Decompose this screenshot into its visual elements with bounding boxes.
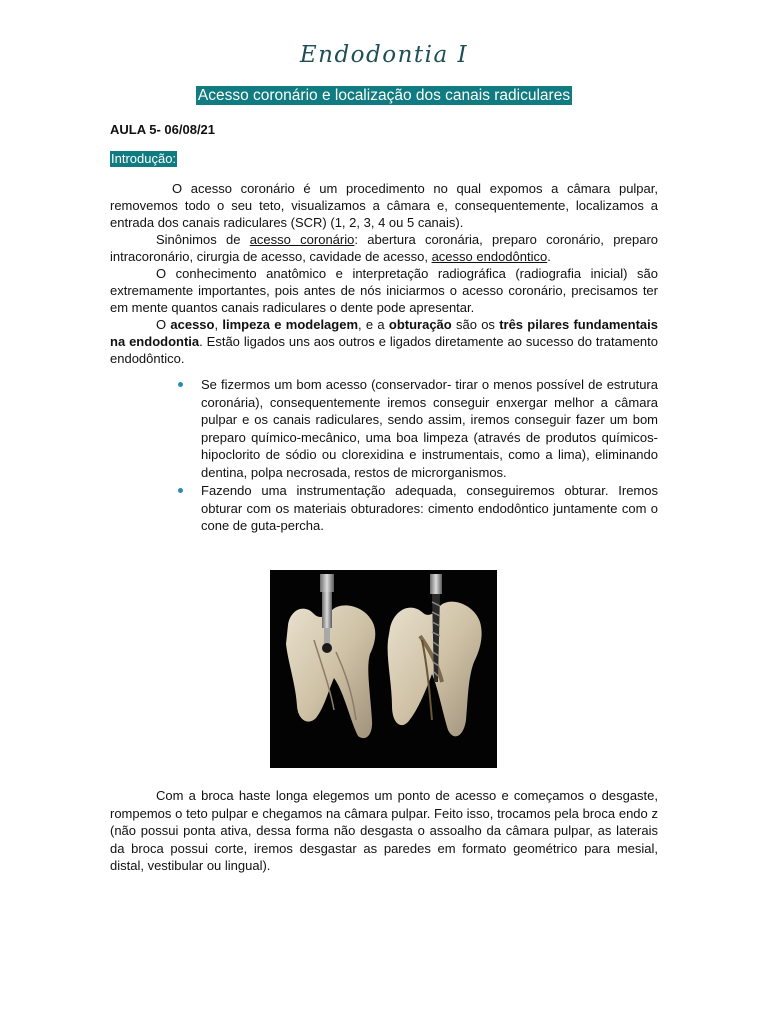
subtitle-container: [0, 86, 768, 105]
bullet-text: Fazendo uma instrumentação adequada, conseguiremos obturar. Iremos obturar com os materiais obturadores: cimento endodôntico juntamente com o cone de guta-percha.: [201, 483, 658, 533]
list-item: [176, 376, 658, 481]
section-heading-container: [110, 150, 177, 168]
tooth-access-photo: [270, 570, 497, 768]
paragraph-synonyms: [110, 231, 658, 265]
pillars-text-3: , e a: [358, 317, 389, 332]
bullet-dot-icon: [178, 382, 183, 387]
bullet-dot-icon: [178, 488, 183, 493]
intro-body: [110, 180, 658, 367]
synonyms-suffix: .: [547, 249, 551, 264]
synonyms-list: : abertura coronária, preparo coronário, preparo intracoronário, cirurgia de acesso, cavidade de acesso,: [110, 232, 658, 264]
paragraph-definition: O acesso coronário é um procedimento no qual expomos a câmara pulpar, removemos todo o seu teto, visualizamos a câmara e, consequentemente, localizamos a entrada dos canais radiculares (SCR) (1, 2, 3, 4 ou 5 canais).: [110, 181, 658, 230]
paragraph-pillars: [110, 316, 658, 367]
paragraph-bur-procedure: Com a broca haste longa elegemos um ponto de acesso e começamos o desgaste, rompemos o teto pulpar e chegamos na câmara pulpar. Feito isso, trocamos pela broca endo z (não possui ponta ativa, dessa forma não desgasta o assoalho da câmara pulpar, as laterais da broca possui corte, iremos desgastar as paredes em formato geométrico para mesial, distal, vestibular ou lingual).: [110, 788, 658, 873]
pillars-bold-tres-pilares: três pilares fundamentais na endodontia: [110, 317, 658, 349]
paragraph-anatomy: O conhecimento anatômico e interpretação radiográfica (radiografia inicial) são extremamente importantes, pois antes de nós iniciarmos o acesso coronário, precisamos ter em mente quantos canais radiculares o dente pode apresentar.: [110, 266, 658, 315]
lesson-label: AULA 5- 06/08/21: [110, 122, 216, 137]
term-acesso-coronario: acesso coronário: [249, 232, 355, 247]
document-subtitle: Acesso coronário e localização dos canais radiculares: [197, 87, 571, 104]
bullet-list: [176, 376, 658, 536]
bullet-text: Se fizermos um bom acesso (conservador- tirar o menos possível de estrutura coronária), consequentemente iremos conseguir enxergar melhor a câmara pulpar e os canais radiculares, sendo assim, iremos conseguir fazer um bom preparo químico-mecânico, uma boa limpeza (através de produtos químicos- hipoclorito de sódio ou clorexidina e instrumentais, como a lima), eliminando dentina, polpa necrosada, restos de microrganismos.: [201, 377, 658, 480]
pillars-bold-obturacao: obturação: [388, 317, 452, 332]
term-acesso-endodontico: acesso endodôntico: [431, 249, 548, 264]
pillars-text-1: O: [156, 317, 171, 332]
document-title: Endodontia I: [299, 42, 469, 68]
pillars-bold-acesso: acesso: [170, 317, 215, 332]
closing-paragraph-container: [110, 787, 658, 875]
pillars-bold-limpeza: limpeza e modelagem: [222, 317, 359, 332]
pillars-text-5: . Estão ligados uns aos outros e ligados diretamente ao sucesso do tratamento endodôntico.: [110, 334, 658, 366]
list-item: [176, 482, 658, 535]
section-heading: Introdução:: [111, 151, 177, 166]
pillars-text-4: são os: [451, 317, 500, 332]
synonyms-prefix: Sinônimos de: [156, 232, 250, 247]
pillars-text-2: ,: [214, 317, 223, 332]
